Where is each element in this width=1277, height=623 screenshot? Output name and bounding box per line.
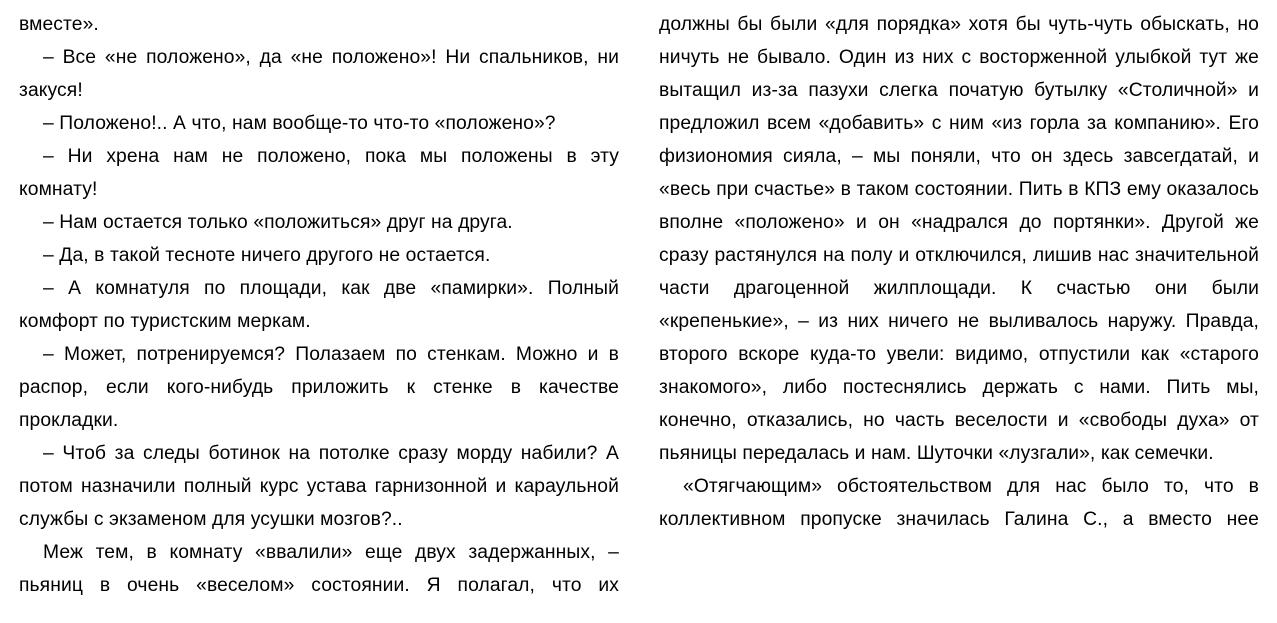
paragraph: – Все «не положено», да «не положено»! Ни спальников, ни закуся! bbox=[19, 47, 619, 101]
paragraph: – Да, в такой тесноте ничего другого не остается. bbox=[43, 245, 491, 266]
paragraph: – А комнатуля по площади, как две «памирки». Полный комфорт по туристским меркам. bbox=[19, 278, 619, 332]
paragraph: Меж тем, в комнату «ввалили» еще двух задержанных, – пьяниц в очень «веселом» состоянии. Я полагал, что их bbox=[19, 542, 619, 596]
right-text-column bbox=[659, 8, 1259, 536]
paragraph: должны бы были «для порядка» хотя бы чуть-чуть обыскать, но ничуть не бывало. Один из них с восторженной улыбкой тут же вытащил из-за пазухи слегка початую бутылку «Столичной» и предложил всем «добавить» с ним «из горла за компанию». Его физиономия сияла, – мы поняли, что он здесь завсегдатай, и «весь при счастье» в таком состоянии. Пить в КПЗ ему оказалось вполне «положено» и он «надрался до портянки». Другой же сразу растянулся на полу и отключился, лишив нас значительной части драгоценной жилплощади. К счастью они были «крепенькие», – из них ничего не выливалось наружу. Правда, второго вскоре куда-то увели: видимо, отпустили как «старого знакомого», либо постеснялись держать с нами. Пить мы, конечно, отказались, но часть веселости и «свободы духа» от пьяницы передалась и нам. Шуточки «лузгали», как семечки. bbox=[659, 14, 1259, 464]
paragraph: – Может, потренируемся? Полазаем по стенкам. Можно и в распор, если кого-нибудь приложить к стенке в качестве прокладки. bbox=[19, 344, 619, 431]
paragraph: вместе». bbox=[19, 14, 99, 35]
paragraph: – Нам остается только «положиться» друг на друга. bbox=[43, 212, 513, 233]
paragraph: – Положено!.. А что, нам вообще-то что-то «положено»? bbox=[43, 113, 556, 134]
paragraph: – Ни хрена нам не положено, пока мы положены в эту комнату! bbox=[19, 146, 619, 200]
paragraph: «Отягчающим» обстоятельством для нас было то, что в коллективном пропуске значилась Галина С., а вместо нее bbox=[659, 476, 1259, 530]
paragraph: – Чтоб за следы ботинок на потолке сразу морду набили? А потом назначили полный курс устава гарнизонной и караульной службы с экзаменом для усушки мозгов?.. bbox=[19, 443, 619, 530]
left-text-column bbox=[19, 8, 619, 602]
